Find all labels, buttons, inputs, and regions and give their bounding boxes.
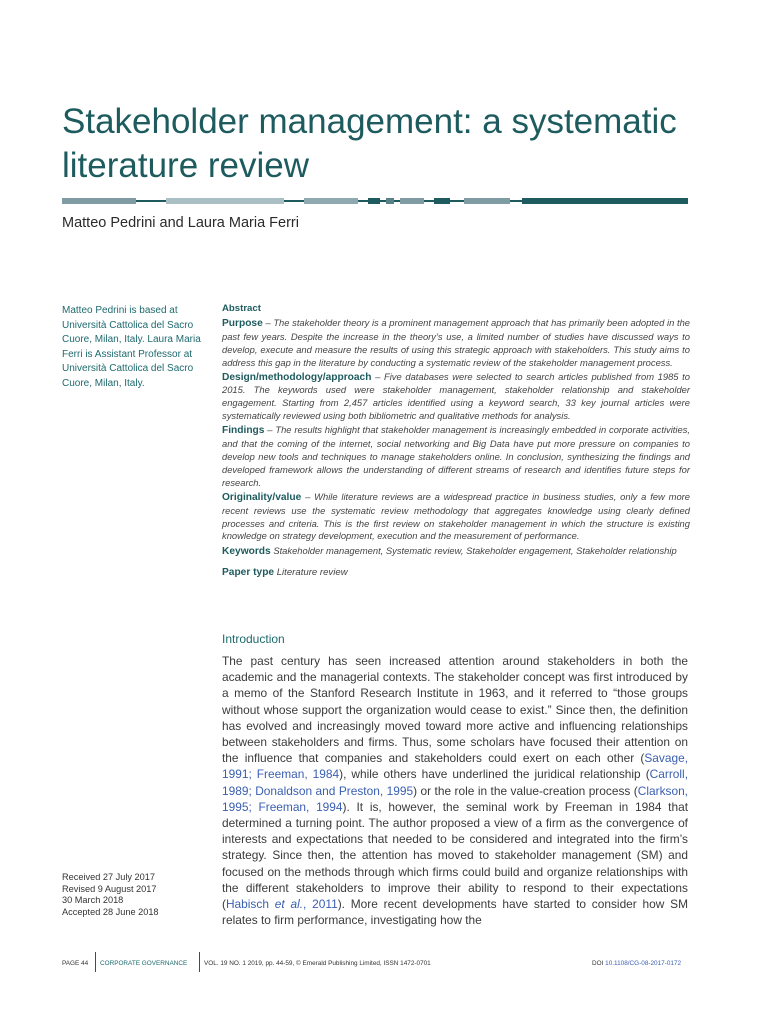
title-decorative-rule: [62, 198, 688, 204]
author-1: Matteo Pedrini: [62, 215, 156, 231]
page-number: PAGE 44: [62, 960, 89, 967]
doi-link[interactable]: 10.1108/CG-08-2017-0172: [605, 960, 682, 967]
received-dates: [62, 872, 212, 918]
intro-text-4: ). It is, however, the seminal work by Freeman in 1984 that determined a turning point. The author proposed a view of a firm as the convergence of interests and expectations that needed to be considered and integrated into the firm’s strategy. Since then, the attention has moved to stakeholder management (SM) and focused on the methods through which firms could build and organize relationships with the different stakeholders to improve their ability to respond to their expectations (: [222, 799, 689, 912]
revised-date-2: 30 March 2018: [62, 895, 124, 905]
doi: [592, 960, 681, 967]
design-text: – Five databases were selected to search articles published from 1985 to 2015. The keywords used were stakeholder management, stakeholder relationship and stakeholder engagement. Starting from 2,457 articles identified using a keyword search, 33 key journal articles were systematically reviewed using both bibliometric and qualitative methods for analysis.: [222, 370, 691, 422]
intro-text-2: ), while others have underlined the juridical relationship (: [339, 767, 650, 782]
citation-link[interactable]: Savage, 1991; Freeman, 1984: [222, 751, 688, 782]
intro-text-1: The past century has seen increased attention around stakeholders in both the academic and the managerial contexts. The stakeholder concept was first introduced by a memo of the Stanford Research Institute in 1963, and it referred to “those groups without whose support the organization would cease to exist.” Since then, the definition has evolved and increasingly moved toward more active and influencing relationships between stakeholders and firms. Thus, some scholars have focused their attention on the influence that companies and stakeholders could exert on each other (: [222, 654, 688, 766]
citation-year: , 2011: [303, 897, 338, 912]
design-label: Design/methodology/approach: [222, 371, 372, 383]
received-date: Received 27 July 2017: [62, 872, 155, 882]
section-heading-introduction: Introduction: [222, 632, 285, 646]
originality-text: – While literature reviews are a widespread practice in business studies, only a few more recent reviews use the systematic review methodology that aggregates knowledge using clearly defined processes and criteria. This is the first review on stakeholder management in which the structure is existing knowledge on strategy development, execution and the measurement of performance.: [222, 490, 690, 542]
paper-type-text: Literature review: [276, 567, 348, 579]
author-conjunction: and: [159, 215, 184, 231]
journal-name: CORPORATE GOVERNANCE: [100, 960, 188, 967]
keywords-label: Keywords: [222, 546, 271, 558]
abstract-heading: Abstract: [222, 303, 261, 314]
citation-link[interactable]: Carroll, 1989; Donaldson and Preston, 1995: [222, 767, 688, 798]
abstract-findings: [222, 424, 690, 490]
doi-label: DOI: [592, 960, 604, 967]
abstract-purpose: [222, 317, 690, 370]
findings-text: – The results highlight that stakeholder management is increasingly embedded in corporate activities, and that the coming of the internet, social networking and Big Data have put more pressure on companies to develop new tools and techniques to manage stakeholders online. In conclusion, synthesizing the findings and developed framework allows the understanding of different streams of research and identifies future steps for research.: [222, 424, 691, 488]
abstract-originality: [222, 491, 690, 544]
intro-text-3: ) or the role in the value-creation process (: [413, 783, 638, 798]
volume-info: VOL. 19 NO. 1 2019, pp. 44-59, © Emerald Publishing Limited, ISSN 1472-0701: [204, 960, 431, 967]
paper-type-label: Paper type: [222, 567, 275, 579]
purpose-label: Purpose: [222, 317, 263, 329]
footer-divider: [199, 952, 200, 972]
citation-link[interactable]: [226, 897, 338, 911]
originality-label: Originality/value: [222, 491, 302, 503]
citation-link[interactable]: Clarkson, 1995; Freeman, 1994: [222, 783, 688, 814]
footer-divider: [95, 952, 96, 972]
abstract-design: [222, 371, 690, 424]
article-title: Stakeholder management: a systematic literature review: [62, 102, 677, 185]
accepted-date: Accepted 28 June 2018: [62, 906, 159, 917]
author-2: Laura Maria Ferri: [187, 215, 299, 231]
revised-date-1: Revised 9 August 2017: [62, 883, 157, 894]
page-footer: [62, 958, 690, 970]
purpose-text: – The stakeholder theory is a prominent management approach that has primarily been adopted in the past few years. Despite the increase in the theory’s use, a limited number of studies have discussed ways to develop, execute and measure the results of using this strategic approach with stakeholders. This study aims to address this gap in the literature by conducting a systematic review of the stakeholder management process.: [222, 316, 690, 368]
citation-etal: et al.: [274, 897, 304, 912]
author-line: [62, 215, 299, 231]
introduction-paragraph: [222, 653, 688, 928]
author-affiliations: Matteo Pedrini is based at Università Cattolica del Sacro Cuore, Milan, Italy. Laura Maria Ferri is Assistant Professor at Università Cattolica del Sacro Cuore, Milan, Italy.: [62, 305, 201, 389]
abstract-keywords: [222, 545, 690, 559]
findings-label: Findings: [222, 425, 265, 437]
keywords-text: Stakeholder management, Systematic review, Stakeholder engagement, Stakeholder relationship: [273, 545, 677, 557]
intro-text-5: ). More recent developments have started to consider how SM relates to firm performance, investigating how the: [222, 897, 689, 928]
citation-author: Habisch: [225, 897, 275, 912]
abstract-paper-type: [222, 566, 690, 580]
abstract: [222, 303, 690, 581]
introduction-body: [222, 653, 688, 928]
